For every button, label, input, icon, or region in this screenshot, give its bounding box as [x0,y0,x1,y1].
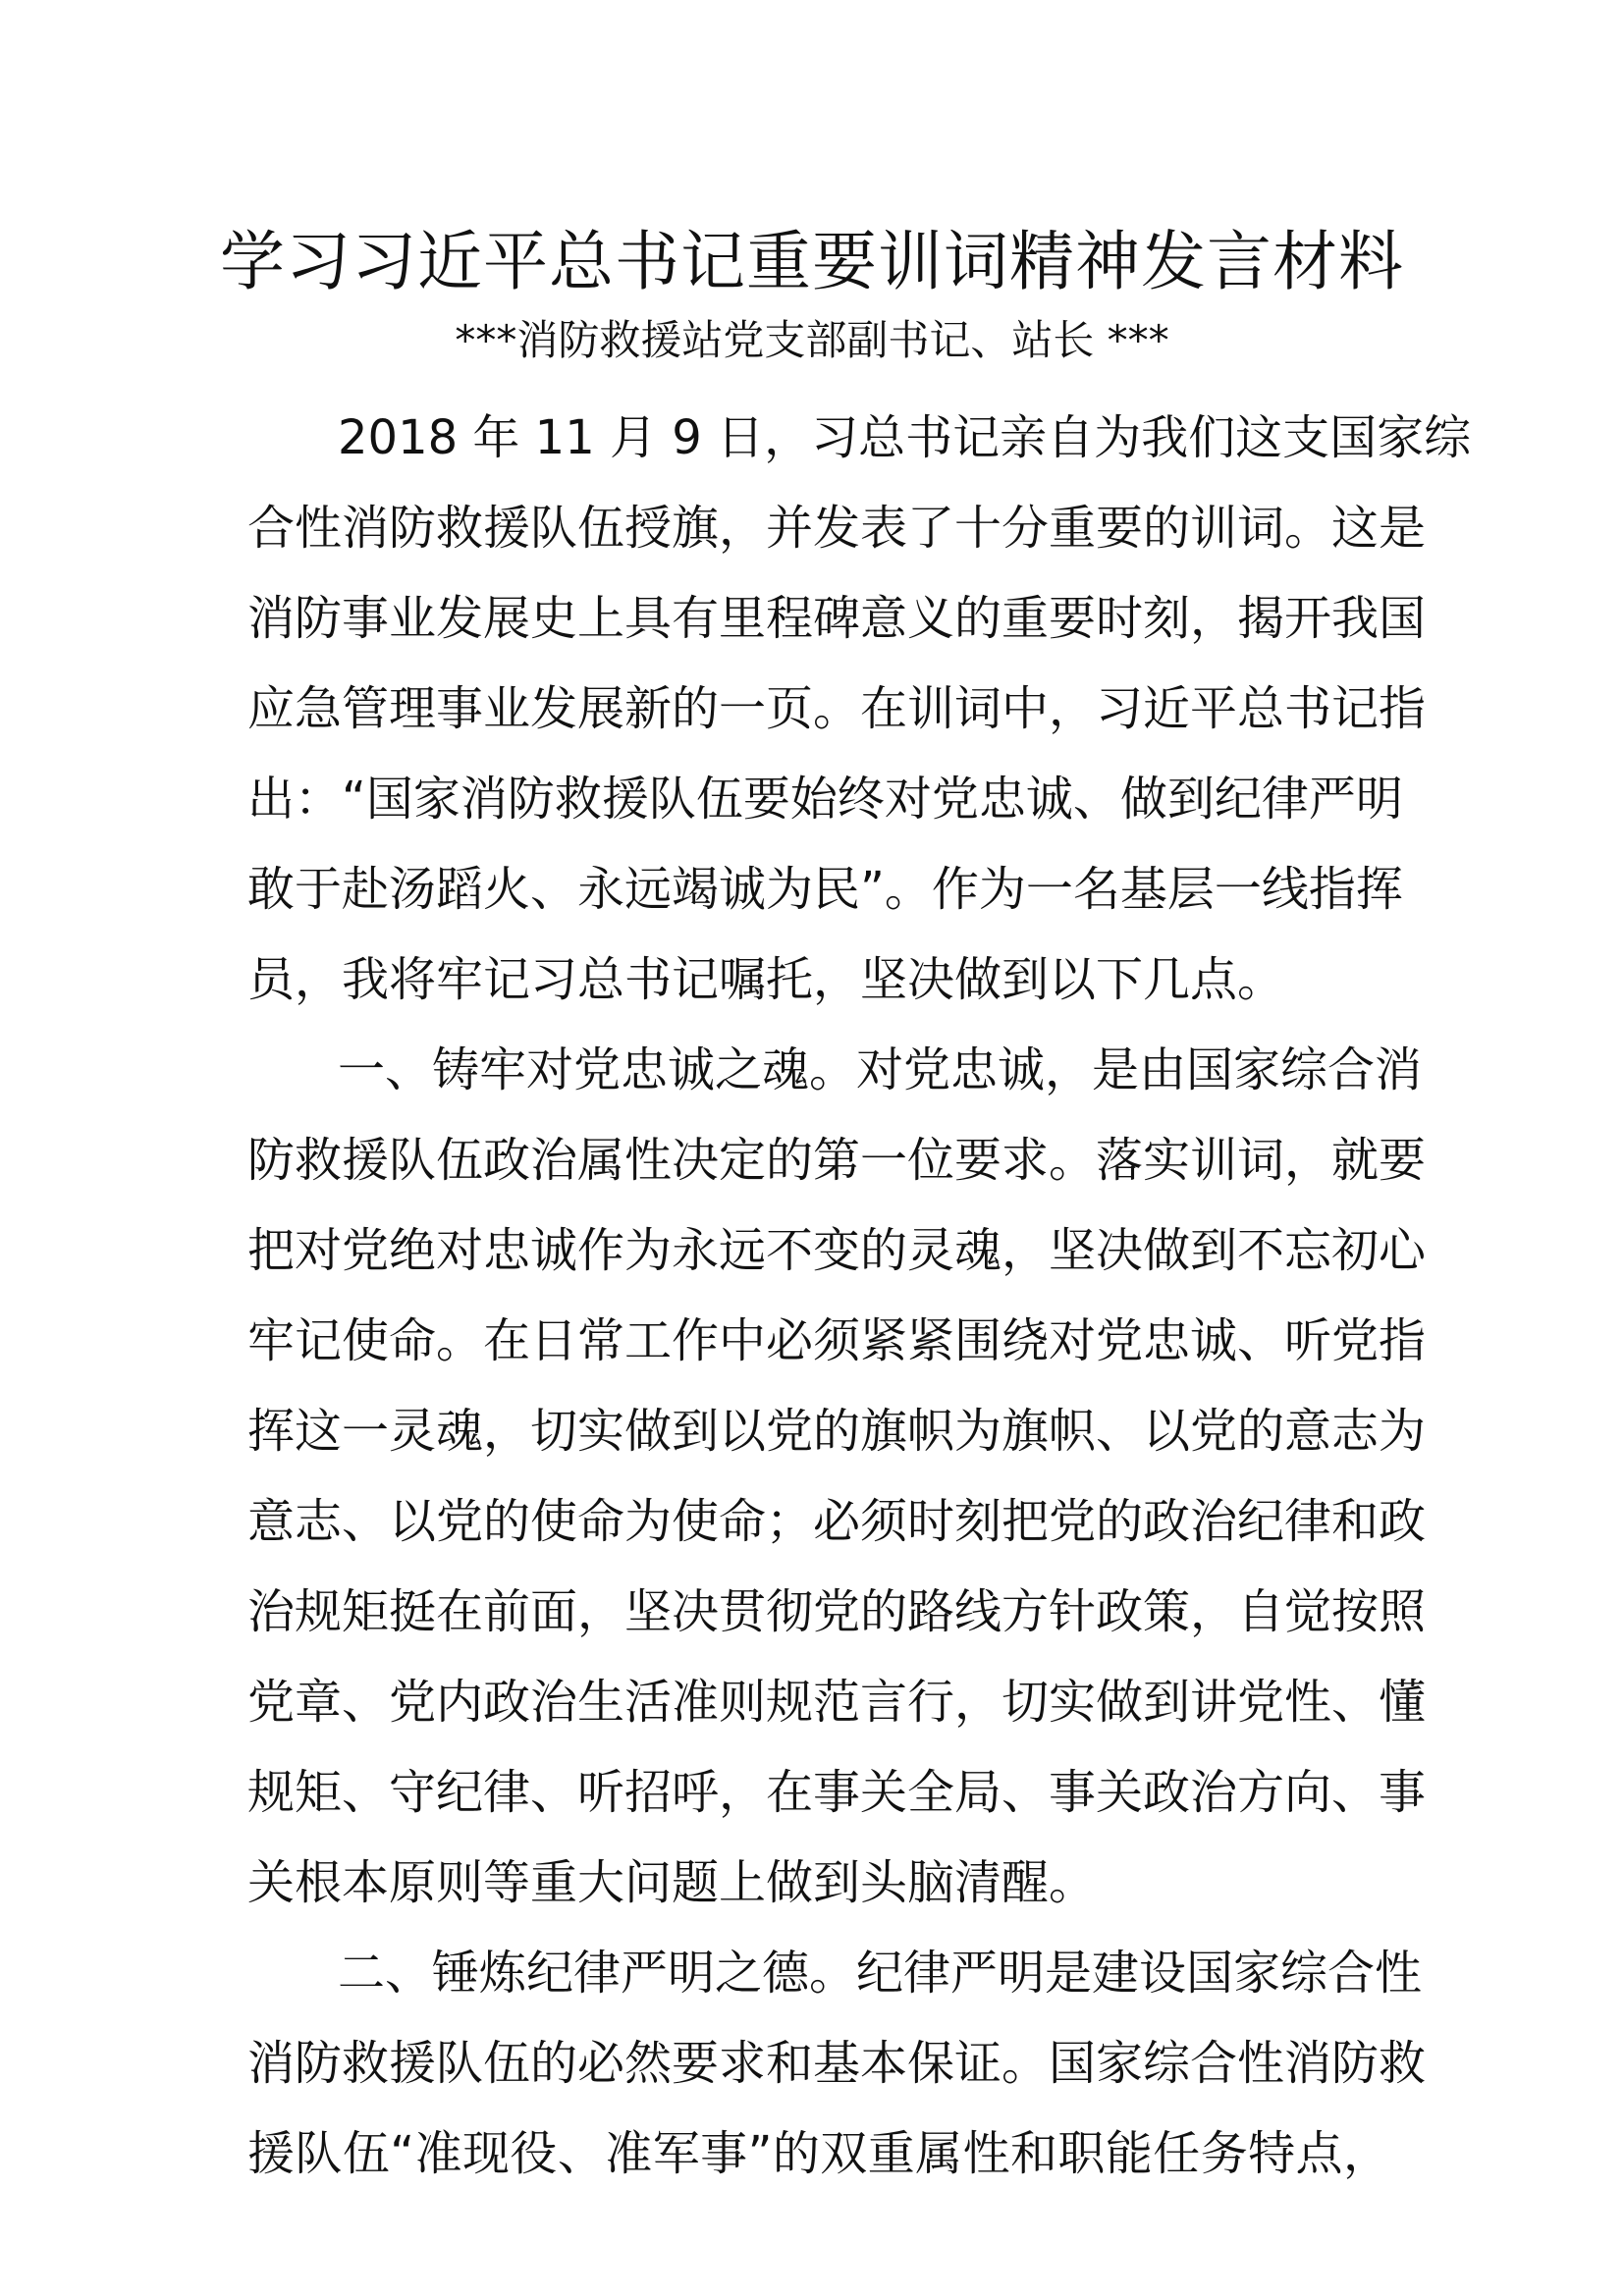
body-line: 合性消防救援队伍授旗，并发表了十分重要的训词。这是 [247,501,1427,556]
body-line: 敢于赴汤蹈火、永远竭诚为民”。作为一名基层一线指挥 [247,862,1403,917]
body-line: 员，我将牢记习总书记嘱托，坚决做到以下几点。 [247,952,1285,1007]
body-line: 意志、以党的使命为使命；必须时刻把党的政治纪律和政 [247,1494,1427,1549]
body-line: 关根本原则等重大问题上做到头脑清醒。 [247,1855,1097,1910]
body-line: 消防救援队伍的必然要求和基本保证。国家综合性消防救 [247,2036,1427,2091]
body-line: 防救援队伍政治属性决定的第一位要求。落实训词，就要 [247,1133,1427,1188]
body-line: 党章、党内政治生活准则规范言行，切实做到讲党性、懂 [247,1675,1427,1730]
body-line: 2018 年 11 月 9 日，习总书记亲自为我们这支国家综 [338,410,1472,465]
body-line: 治规矩挺在前面，坚决贯彻党的路线方针政策，自觉按照 [247,1584,1427,1639]
body-line: 消防事业发展史上具有里程碑意义的重要时刻，揭开我国 [247,591,1427,646]
document-body [247,393,1472,2199]
body-line: 出：“国家消防救援队伍要始终对党忠诚、做到纪律严明 [247,772,1403,827]
body-line: 应急管理事业发展新的一页。在训词中，习近平总书记指 [247,681,1427,736]
body-line: 援队伍“准现役、准军事”的双重属性和职能任务特点， [247,2126,1390,2181]
body-line: 挥这一灵魂，切实做到以党的旗帜为旗帜、以党的意志为 [247,1404,1427,1459]
body-line: 一、铸牢对党忠诚之魂。对党忠诚，是由国家综合消 [338,1042,1423,1097]
body-line: 规矩、守纪律、听招呼，在事关全局、事关政治方向、事 [247,1765,1427,1820]
document-subtitle: ***消防救援站党支部副书记、站长 *** [455,316,1169,364]
body-line: 二、锤炼纪律严明之德。纪律严明是建设国家综合性 [338,1946,1423,2001]
body-line: 把对党绝对忠诚作为永远不变的灵魂，坚决做到不忘初心 [247,1223,1427,1278]
body-line: 牢记使命。在日常工作中必须紧紧围绕对党忠诚、听党指 [247,1313,1427,1368]
document-title: 学习习近平总书记重要训词精神发言材料 [220,224,1404,299]
